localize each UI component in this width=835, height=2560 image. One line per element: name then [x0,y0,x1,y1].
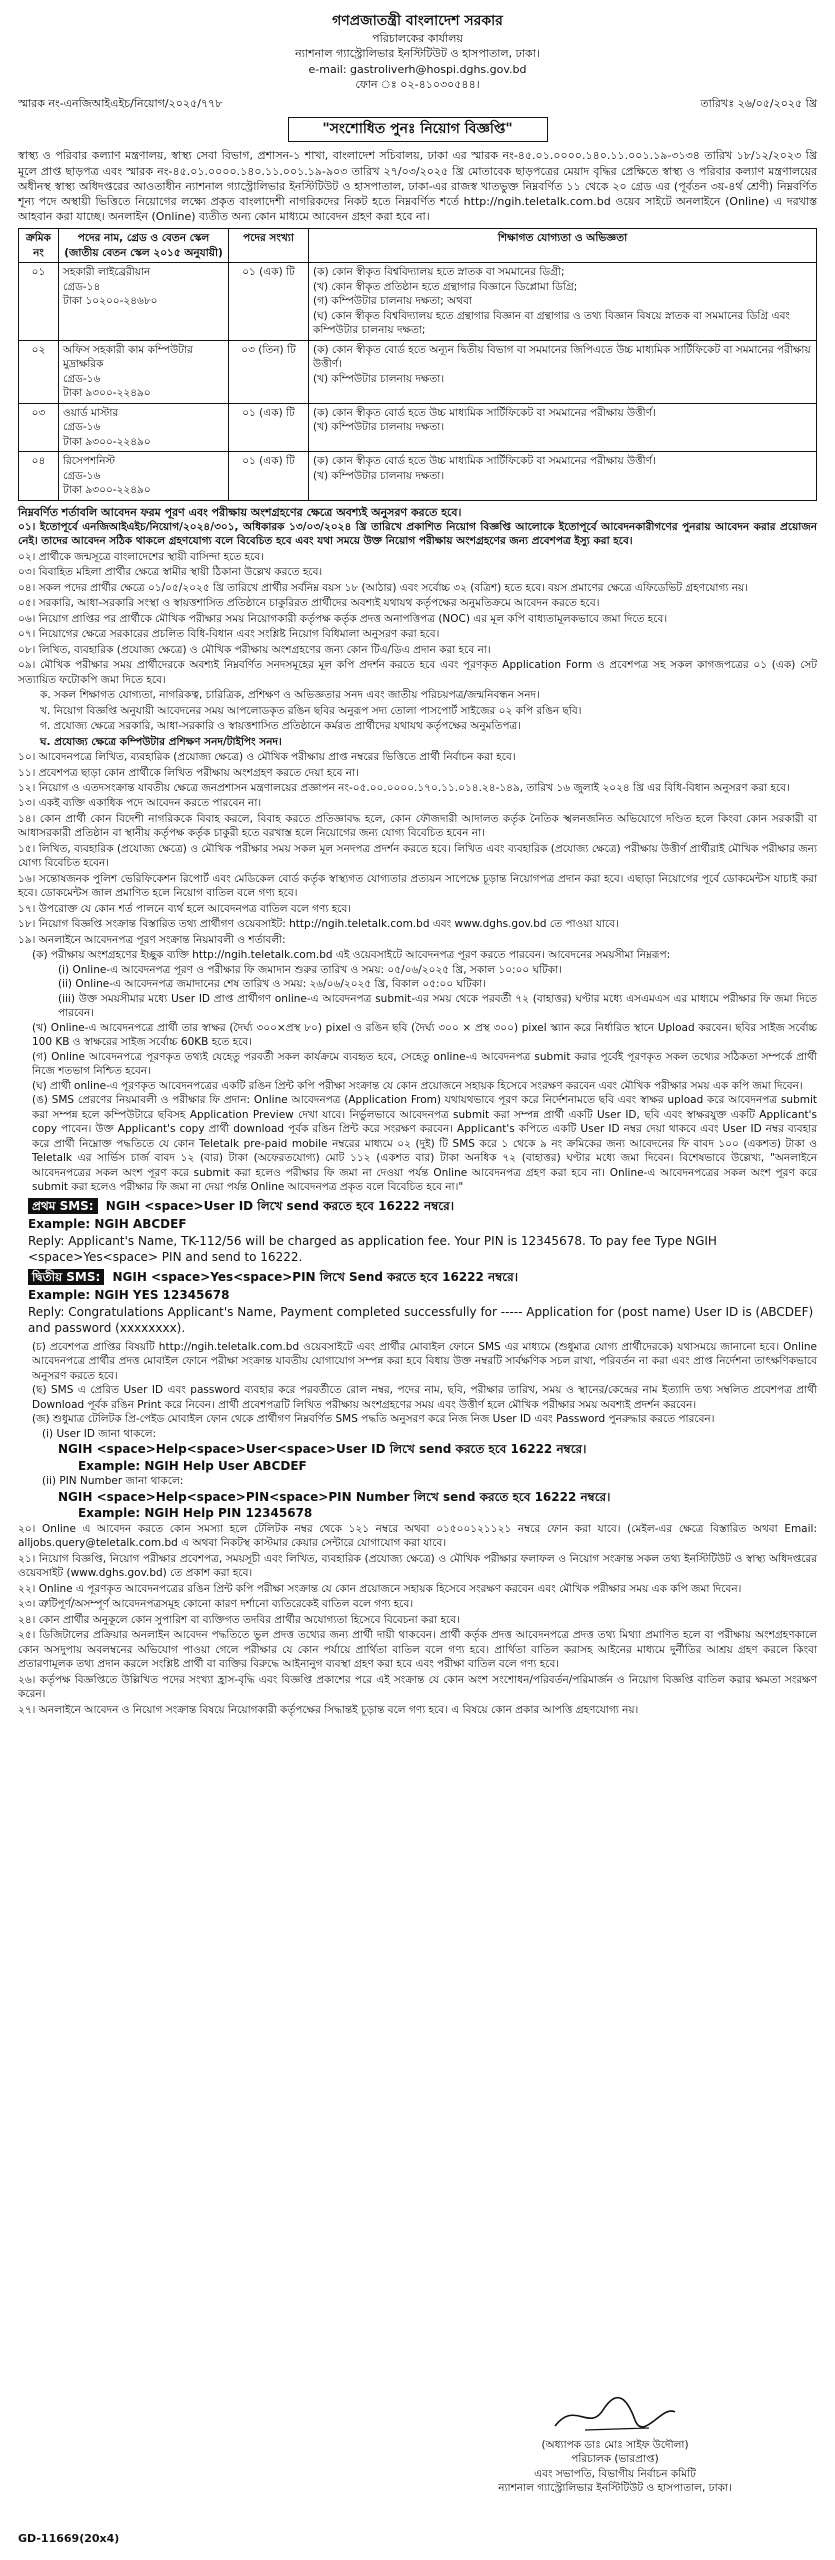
post-pay: টাকা ১০২০০-২৪৬৮০ [63,295,158,308]
second-sms [28,1269,817,1286]
signatory-role-1: পরিচালক (ভারপ্রাপ্ত) [571,2453,659,2466]
institute-name: ন্যাশনাল গ্যাস্ট্রোলিভার ইনস্টিটিউট ও হাসপাতাল, ঢাকা। [295,47,540,61]
condition-item: ক. সকল শিক্ষাগত যোগ্যতা, নাগরিকত্ব, চারিত্রিক, প্রশিক্ষণ ও অভিজ্ঞতার সনদ এবং জাতীয় পরিচয়পত্র/জন্মনিবন্ধন সনদ। [40,689,540,702]
phone-line: ফোন ঃ ০২-৪১০৩০৫৪৪। [355,77,480,91]
final-condition-item: ২৩। ত্রুটিপূর্ণ/অসম্পূর্ণ আবেদনপত্রসমূহ কোনো কারণ দর্শানো ব্যতিরেকেই বাতিল বলে গণ্য হবে। [18,1598,414,1611]
after-j-ii-command: NGIH <space>Help<space>PIN<space>PIN Number লিখে send করতে হবে 16222 নম্বরে। [58,1489,611,1504]
row-post [59,263,229,340]
row-serial: ০৪ [19,452,59,500]
signature-scribble [455,2392,775,2438]
first-sms-example: Example: NGIH ABCDEF [28,1217,187,1232]
online-g: (গ) Online আবেদনপত্রে পূরণকৃত তথ্যই যেহেতু পরবর্তী সকল কার্যক্রমে ব্যবহৃত হবে, সেহেতু online-এ আবেদনপত্র submit করার পূর্বেই পূরণকৃত সকল তথ্যের সঠিকতা সম্পর্কে প্রার্থী নিজে শতভাগ নিশ্চিত হবেন। [32,1050,817,1078]
condition-item: ০২। প্রার্থীকে জন্মসূত্রে বাংলাদেশের স্থায়ী বাসিন্দা হতে হবে। [18,550,264,563]
after-j-i-command: NGIH <space>Help<space>User<space>User ID লিখে send করতে হবে 16222 নম্বরে। [58,1442,587,1457]
qualification-line: (ঘ) কোন স্বীকৃত বিশ্ববিদ্যালয় হতে গ্রন্থাগার বিজ্ঞান বা গ্রন্থাগার ও তথ্য বিজ্ঞান বিষয়ে স্নাতক বা সমমানের ডিগ্রি এবং কম্পিউটার চালনায় দক্ষতা; [313,309,790,337]
post-name: অফিস সহকারী কাম কম্পিউটার মুদ্রাক্ষরিক [63,343,193,371]
final-condition-item: ২৫। ডিজিটালের প্রক্রিয়ার অনলাইন আবেদন পদ্ধতিতে ভুল প্রদত্ত তথ্যের জন্য প্রার্থী দায়ী থাকবেন। প্রার্থী কর্তৃক প্রদত্ত আবেদনপত্রে প্রদত্ত তথ্য মিথ্যা প্রমাণিত হলে বা পরীক্ষায় অংশগ্রহণকালে কোন অসদুপায় অবলম্বনের অভিযোগ পাওয়া গেলে পরীক্ষার যে কোন পর্যায়ে প্রার্থিতা বাতিল বলে গণ্য হবে। প্রার্থিতা বাতিল করাসহ আইনের মাধ্যমে দুর্নীতির আশ্রয় গ্রহণ করলে কিংবা প্রতারণামূলক তথ্য প্রদান করলে সংশ্লিষ্ট প্রার্থী বা ব্যক্তির বিরুদ্ধে আইনানুগ ব্যবস্থা গ্রহণ করা হবে এবং পরীক্ষা বাতিল বলে গণ্য হবে। [18,1629,817,1671]
first-sms-reply: Reply: Applicant's Name, TK-112/56 will be charged as application fee. Your PIN is 12345678. To pay fee Type NGIH <space>Yes<space> PIN and send to 16222. [28,1233,717,1265]
conditions-title: নিম্নবর্ণিত শর্তাবলি আবেদন ফরম পূরণ এবং পরীক্ষায় অংশগ্রহণের ক্ষেত্রে অবশ্যই অনুসরণ করতে হবে। [18,505,462,519]
letterhead [18,12,817,92]
condition-item: ১১। প্রবেশপত্র ছাড়া কোন প্রার্থীকে লিখিত পরীক্ষায় অংশগ্রহণ করতে দেয়া হবে না। [18,766,359,779]
conditions-list [18,520,817,948]
row-count: ০১ (এক) টি [229,403,309,451]
signatory-role-3: ন্যাশনাল গ্যাস্ট্রোলিভার ইনস্টিটিউট ও হাসপাতাল, ঢাকা। [498,2482,732,2495]
condition-item: ১৪। কোন প্রার্থী কোন বিদেশী নাগরিককে বিবাহ করলে, বিবাহ করতে প্রতিজ্ঞাবদ্ধ হলে, কোন ফৌজদারী আদালত কর্তৃক নৈতিক স্খলনজনিত অভিযোগে দণ্ডিত হলে কিংবা কোন সরকারী বা আধাসরকারী প্রতিষ্ঠান বা স্থানীয় কর্তৃপক্ষ কর্তৃক চাকুরী হতে বরখাস্ত হলে নিয়োগের জন্য যোগ্য বিবেচিত হবেন না। [18,812,817,840]
second-sms-label: দ্বিতীয় SMS: [28,1269,104,1286]
post-pay: টাকা ৯৩০০-২২৪৯০ [63,484,151,497]
qualification-line: (ক) কোন স্বীকৃত বোর্ড হতে উচ্চ মাধ্যমিক সার্টিফিকেট বা সমমানের পরীক্ষায় উত্তীর্ণ। [313,455,656,468]
condition-item: ০৩। বিবাহিত মহিলা প্রার্থীর ক্ষেত্রে স্বামীর স্থায়ী ঠিকানা উল্লেখ করতে হবে। [18,566,323,579]
second-sms-reply: Reply: Congratulations Applicant's Name, Payment completed successfully for ----- Application for (post name) User ID is (ABCDEF) and password (xxxxxxxx). [28,1304,814,1336]
row-serial: ০২ [19,340,59,403]
condition-item: ১২। নিয়োগ ও এতদসংক্রান্ত যাবতীয় ক্ষেত্রে জনপ্রশাসন মন্ত্রণালয়ের প্রজ্ঞাপন নং-০৫.০০.০০০০.১৭০.১১.০১৪.২৪-১৪৯, তারিখ ১৬ জুলাই ২০২৪ খ্রি এর বিধি-বিধান অনুসরণ করা হবে। [18,781,790,794]
condition-item: গ. প্রযোজ্য ক্ষেত্রে সরকারি, আধা-সরকারি ও স্বায়ত্তশাসিত প্রতিষ্ঠানে কর্মরত প্রার্থীদের যথাযথ কর্তৃপক্ষের অনুমতিপত্র। [40,720,521,733]
final-condition-item: ২২। Online এ পূরণকৃত আবেদনপত্রের রঙিন প্রিন্ট কপি পরীক্ষা সংক্রান্ত যে কোন প্রয়োজনে সহায়ক হিসেবে সংরক্ষণ করবেন এবং মৌখিক পরীক্ষার সময় এক কপি জমা দিবেন। [18,1582,742,1595]
condition-item: ০১। ইতোপূর্বে এনজিআইএইচ/নিয়োগ/২০২৪/৩০১, অধিকারক ১৩/০৩/২০২৪ খ্রি তারিখে প্রকাশিত নিয়োগ বিজ্ঞপ্তি আলোকে ইতোপূর্বে আবেদনকারীগণের পুনরায় আবেদন করার প্রয়োজন নেই। তাদের আবেদন সঠিক থাকলে গ্রহণযোগ্য বলে বিবেচিত হবে এবং যথা সময়ে উক্ত নিয়োগ পরীক্ষায় অংশগ্রহণের জন্য প্রবেশপত্র ইস্যু করা হবে। [18,520,817,548]
row-count: ০১ (এক) টি [229,263,309,340]
col-qualification: শিক্ষাগত যোগ্যতা ও অভিজ্ঞতা [309,229,817,263]
after-j: (জ) শুধুমাত্র টেলিটক প্রি-পেইড মোবাইল ফোন থেকে প্রার্থীগণ নিম্নবর্ণিত SMS পদ্ধতি অনুসরণ করে নিজ নিজ User ID এবং Password পুনরুদ্ধার করতে পারবেন। [32,1413,715,1426]
table-row [19,452,817,500]
qualification-line: (খ) কোন স্বীকৃত প্রতিষ্ঠান হতে গ্রন্থাগার বিজ্ঞানে ডিপ্লোমা ডিগ্রি; [313,280,578,293]
second-sms-example: Example: NGIH YES 12345678 [28,1288,230,1303]
signatory-role-2: এবং সভাপতি, বিভাগীয় নির্বাচন কমিটি [534,2467,696,2480]
qualification-line: (ক) কোন স্বীকৃত বোর্ড হতে উচ্চ মাধ্যমিক সার্টিফিকেট বা সমমানের পরীক্ষায় উত্তীর্ণ। [313,406,656,419]
notice-title: "সংশোধিত পুনঃ নিয়োগ বিজ্ঞপ্তি" [288,117,548,142]
online-gh: (ঘ) প্রার্থী online-এ পূরণকৃত আবেদনপত্রের একটি রঙিন প্রিন্ট কপি পরীক্ষা সংক্রান্ত যে কোন প্রয়োজনে সহায়ক হিসেবে সংরক্ষণ করবেন এবং মৌখিক পরীক্ষার সময় এক কপি জমা দিবেন। [32,1079,803,1092]
qualification-line: (ক) কোন স্বীকৃত বোর্ড হতে অন্যূন দ্বিতীয় বিভাগ বা সমমানের জিপিএতে উচ্চ মাধ্যমিক সার্টিফিকেট বা সমমানের পরীক্ষায় উত্তীর্ণ। [313,343,811,371]
condition-item: ০৫। সরকারি, আধা-সরকারি সংস্থা ও স্বায়ত্তশাসিত প্রতিষ্ঠানে চাকুরিরত প্রার্থীদের অবশ্যই যথাযথ কর্তৃপক্ষের অনুমতিক্রমে আবেদন করতে হবে। [18,597,600,610]
online-k-iii: (iii) উক্ত সময়সীমার মধ্যে User ID প্রাপ্ত প্রার্থীগণ online-এ আবেদনপত্র submit-এর সময় থেকে পরবর্তী ৭২ (বাহাত্তর) ঘণ্টার মধ্যে এসএমএস এর মাধ্যমে পরীক্ষার ফি জমা দিতে পারবেন। [58,992,817,1020]
first-sms-label: প্রথম SMS: [28,1198,98,1215]
table-row [19,403,817,451]
condition-item: ১৬। সন্তোষজনক পুলিশ ভেরিফিকেশন রিপোর্ট এবং মেডিকেল বোর্ড কর্তৃক স্বাস্থ্যগত যোগ্যতার প্রত্যয়ন সাপেক্ষে চূড়ান্ত নিয়োগপত্র প্রদান করা হবে। এছাড়া নিয়োগের পূর্বে ডোকমেন্টস যাচাই করা হবে। ডোকমেন্টস জাল প্রমাণিত হলে নিয়োগ বাতিল বলে গণ্য হবে। [18,872,817,900]
posts-table [18,228,817,500]
row-serial: ০৩ [19,403,59,451]
qualification-line: (ক) কোন স্বীকৃত বিশ্ববিদ্যালয় হতে স্নাতক বা সমমানের ডিগ্রী; [313,266,565,279]
online-ng: (ঙ) SMS প্রেরণের নিয়মাবলী ও পরীক্ষার ফি প্রদান: Online আবেদনপত্র (Application From) যথাযথভাবে পূরণ করে নির্দেশনামতে ছবি এবং স্বাক্ষর upload করে আবেদনপত্র submit করা সম্পন্ন হলে কম্পিউটারে ছবিসহ Application Preview দেখা যাবে। নির্ভুলভাবে আবেদনপত্র submit করা সম্পন্ন প্রার্থী একটি User ID, ছবি এবং স্বাক্ষরযুক্ত একটি Applicant's copy পাবেন। উক্ত Applicant's copy প্রার্থী download পূর্বক রঙিন প্রিন্ট করে সংরক্ষণ করবেন। Applicant's কপিতে একটি User ID নম্বর দেয়া থাকবে এবং User ID নম্বর ব্যবহার করে প্রার্থী নিম্নোক্ত পদ্ধতিতে যে কোন Teletalk pre-paid mobile নম্বরের মাধ্যমে ০২ (দুই) টি SMS করে ১ থেকে ৯ নং ক্রমিকের জন্য আবেদনের ফি বাবদ ১০০ (একশত) টাকা ও Teletalk এর সার্ভিস চার্জ বাবদ ১২ (বার) টাকা (অফেরতযোগ্য) মোট ১১২ (একশত বার) টাকা অনধিক ৭২ (বাহাত্তর) ঘণ্টার মধ্যে জমা দিবেন। বিশেষভাবে উল্লেখ্য, "অনলাইনে আবেদনপত্রের সকল অংশ পূরণ করে submit করা হলেও পরীক্ষার ফি জমা না দেওয়া পর্যন্ত Online আবেদনপত্র গ্রহণ করা হবে না। Online-এ আবেদনপত্রের সকল অংশ পূরণ করে submit করা হলেও পরীক্ষার ফি জমা না দেয়া পর্যন্ত Online আবেদনপত্র প্রকৃত বলে বিবেচিত হবে না।" [32,1094,817,1194]
signature-block [455,2392,775,2496]
row-count: ০৩ (তিন) টি [229,340,309,403]
post-pay: টাকা ৯৩০০-২২৪৯০ [63,387,151,400]
post-name: রিসেপশনিস্ট [63,455,116,468]
condition-item: খ. নিয়োগ বিজ্ঞপ্তি অনুযায়ী আবেদনের সময় আপলোডকৃত রঙিন ছবির অনুরূপ সদ্য তোলা পাসপোর্ট সাইজের ০২ কপি রঙিন ছবি। [40,704,582,717]
online-k-i: (i) Online-এ আবেদনপত্র পূরণ ও পরীক্ষার ফি জমাদান শুরুর তারিখ ও সময়: ০৫/০৬/২০২৫ খ্রি, সকাল ১০:০০ ঘটিকা। [58,963,562,976]
row-qualification [309,452,817,500]
row-qualification [309,403,817,451]
row-post [59,403,229,451]
first-sms [28,1198,817,1215]
row-serial: ০১ [19,263,59,340]
condition-item: ১৫। লিখিত, ব্যবহারিক (প্রযোজ্য ক্ষেত্রে) ও মৌখিক পরীক্ষার সময় সকল মূল সনদপত্র প্রদর্শন করতে হবে। লিখিত এবং ব্যবহারিক (প্রযোজ্য ক্ষেত্রে) পরীক্ষায় উত্তীর্ণ প্রার্থীরাই মৌখিক পরীক্ষার জন্য যোগ্য বিবেচিত হবেন। [18,842,817,870]
final-condition-item: ২৪। কোন প্রার্থীর অনুকূলে কোন সুপারিশ বা ব্যক্তিগত তদবির প্রার্থীর অযোগ্যতা হিসেবে বিবেচনা করা হবে। [18,1613,460,1626]
col-serial: ক্রমিক নং [19,229,59,263]
qualification-line: (খ) কম্পিউটার চালনায় দক্ষতা। [313,372,445,385]
post-grade: গ্রেড-১৬ [63,469,101,482]
second-sms-command: NGIH <space>Yes<space>PIN লিখে Send করতে হবে 16222 নম্বরে। [112,1269,518,1284]
condition-item: ০৬। নিয়োগ প্রাপ্তির পর প্রার্থীকে মৌখিক পরীক্ষার সময় নিয়োগকারী কর্তৃপক্ষ কর্তৃক প্রদত্ত অনাপত্তিপত্র (NOC) এর মূল কপি বাধ্যতামূলকভাবে জমা দিতে হবে। [18,612,668,625]
after-chh: (ছ) SMS এ প্রেরিত User ID এবং password ব্যবহার করে পরবর্তীতে রোল নম্বর, পদের নাম, ছবি, পরীক্ষার তারিখ, সময় ও স্থানের/কেন্দ্রের নাম ইত্যাদি তথ্য সম্বলিত প্রবেশপত্র প্রার্থী Download পূর্বক রঙিন Print করে নিবেন। প্রার্থী প্রবেশপত্রটি লিখিত পরীক্ষায় অংশগ্রহণের সময় এবং উত্তীর্ণ হলে মৌখিক পরীক্ষার সময় অবশ্যই প্রদর্শন করবেন। [32,1384,817,1411]
row-qualification [309,340,817,403]
col-post: পদের নাম, গ্রেড ও বেতন স্কেল (জাতীয় বেতন স্কেল ২০১৫ অনুযায়ী) [59,229,229,263]
email-line: e-mail: gastroliverh@hospi.dghs.gov.bd [308,62,527,76]
post-name: সহকারী লাইব্রেরীয়ান [63,266,151,279]
table-row [19,340,817,403]
final-condition-item: ২৬। কর্তৃপক্ষ বিজ্ঞপ্তিতে উল্লিখিত পদের সংখ্যা হ্রাস-বৃদ্ধি এবং বিজ্ঞপ্তি প্রকাশের পরে এই সংক্রান্ত যে কোন অংশ সংশোধন/পরিবর্তন/পরিমার্জন ও নিয়োগ বিজ্ঞপ্তি বাতিল করার ক্ষমতা সংরক্ষণ করেন। [18,1673,817,1701]
row-qualification [309,263,817,340]
condition-item: ১০। আবেদনপত্রে লিখিত, ব্যবহারিক (প্রযোজ্য ক্ষেত্রে) ও মৌখিক পরীক্ষায় প্রাপ্ত নম্বরের ভিত্তিতে প্রার্থী নির্বাচন করা হবে। [18,751,516,764]
row-count: ০১ (এক) টি [229,452,309,500]
condition-item: ঘ. প্রযোজ্য ক্ষেত্রে কম্পিউটার প্রশিক্ষণ সনদ/টাইপিং সনদ। [40,735,282,748]
condition-item: ০৪। সকল পদের প্রার্থীর ক্ষেত্রে ০১/০৫/২০২৫ খ্রি তারিখে প্রার্থীর সর্বনিম্ন বয়স ১৮ (আঠার) এবং সর্বোচ্চ ৩২ (বত্রিশ) হতে হবে। বয়স প্রমাণের ক্ষেত্রে এফিডেভিট গ্রহণযোগ্য নয়। [18,581,748,594]
condition-item: ১৩। একই ব্যক্তি একাধিক পদে আবেদন করতে পারবেন না। [18,797,262,810]
memo-date: তারিখঃ ২৬/০৫/২০২৫ খ্রি [700,97,817,110]
condition-item: ০৯। মৌখিক পরীক্ষার সময় প্রার্থীদেরকে অবশ্যই নিম্নবর্ণিত সনদসমূহের মূল কপি প্রদর্শন করতে হবে এবং পূরণকৃত Application Form ও প্রবেশপত্র সহ সকল কাগজপত্রের ০১ (এক) সেট সত্যায়িত ফটোকপি জমা দিতে হবে। [18,659,817,686]
posts-table-body [19,263,817,500]
qualification-line: (গ) কম্পিউটার চালনায় দক্ষতা; অথবা [313,295,472,308]
post-grade: গ্রেড-১৬ [63,421,101,434]
first-sms-command: NGIH <space>User ID লিখে send করতে হবে 16222 নম্বরে। [105,1198,454,1213]
signature-icon [545,2392,685,2438]
table-header-row [19,229,817,263]
final-conditions-list [18,1522,817,1717]
row-post [59,452,229,500]
online-kh: (খ) Online-এ আবেদনপত্রে প্রার্থী তার স্বাক্ষর (দৈর্ঘ্য ৩০০×প্রস্থ ৮০) pixel ও রঙিন ছবি (দৈর্ঘ্য ৩০০ × প্রস্থ ৩০০) pixel স্ক্যান করে নির্ধারিত স্থানে Upload করবেন। ছবির সাইজ সর্বোচ্চ 100 KB ও স্বাক্ষরের সাইজ সর্বোচ্চ 60KB হতে হবে। [32,1021,817,1049]
after-j-ii-example: Example: NGIH Help PIN 12345678 [78,1506,313,1521]
after-j-ii-title: (ii) PIN Number জানা থাকলে: [42,1475,184,1488]
post-pay: টাকা ৯৩০০-২২৪৯০ [63,435,151,448]
final-condition-item: ২০। Online এ আবেদন করতে কোন সমস্যা হলে টেলিটক নম্বর থেকে ১২১ নম্বরে অথবা ০১৫০০১২১১২১ নম্বরে ফোন করা যাবে। (মেইল-এর ক্ষেত্রে বিস্তারিত অথবা Email: alljobs.query@teletalk.com.bd এ অথবা নিকটস্থ কাস্টমার কেয়ার সেন্টারে যোগাযোগ করা যাবে। [18,1522,817,1550]
memo-number: স্মারক নং-এনজিআইএইচ/নিয়োগ/২০২৫/৭৭৮ [18,97,223,110]
condition-item: ১৭। উপরোক্ত যে কোন শর্ত পালনে ব্যর্থ হলে আবেদনপত্র বাতিল বলে গণ্য হবে। [18,902,352,915]
condition-item: ০৮। লিখিত, ব্যবহারিক (প্রযোজ্য ক্ষেত্রে) ও মৌখিক পরীক্ষায় অংশগ্রহণের জন্য কোন টিএ/ডিএ প্রদান করা হবে না। [18,643,491,656]
condition-item: ০৭। নিয়োগের ক্ষেত্রে সরকারের প্রচলিত বিধি-বিধান এবং সংশ্লিষ্ট নিয়োগ বিধিমালা অনুসরণ করা হবে। [18,628,440,641]
condition-item: ১৯। অনলাইনে আবেদনপত্র পূরণ সংক্রান্ত নিয়মাবলী ও শর্তাবলী: [18,933,286,946]
office-name: পরিচালকের কার্যালয় [372,32,463,46]
govt-name: গণপ্রজাতন্ত্রী বাংলাদেশ সরকার [332,13,503,29]
row-post [59,340,229,403]
table-row [19,263,817,340]
condition-item: ১৮। নিয়োগ বিজ্ঞপ্তি সংক্রান্ত বিস্তারিত তথ্য প্রার্থীগণ ওয়েবসাইট: http://ngih.teletalk.com.bd এবং www.dghs.gov.bd তে পাওয়া যাবে। [18,918,619,931]
online-k: (ক) পরীক্ষায় অংশগ্রহণের ইচ্ছুক ব্যক্তি http://ngih.teletalk.com.bd এই ওয়েবসাইটে আবেদনপত্র পূরণ করতে পারবেন। আবেদনের সময়সীমা নিম্নরূপ: [32,949,671,962]
qualification-line: (খ) কম্পিউটার চালনায় দক্ষতা। [313,469,445,482]
final-condition-item: ২১। নিয়োগ বিজ্ঞপ্তি, নিয়োগ পরীক্ষার প্রবেশপত্র, সময়সূচী এবং লিখিত, ব্যবহারিক (প্রযোজ্য ক্ষেত্রে) ও মৌখিক পরীক্ষার ফলাফল ও নিয়োগ সংক্রান্ত সকল তথ্য ইনস্টিটিউট ও স্বাস্থ্য অধিদপ্তরের ওয়েবসাইট (www.dghs.gov.bd) তে প্রকাশ করা হবে। [18,1552,817,1580]
post-grade: গ্রেড-১৬ [63,372,101,385]
signatory-name: (অধ্যাপক ডাঃ মোঃ সাইফ উদৌলা) [541,2439,689,2451]
post-grade: গ্রেড-১৪ [63,280,101,293]
gd-code: GD-11669(20x4) [18,2531,120,2545]
intro-paragraph: স্বাস্থ্য ও পরিবার কল্যাণ মন্ত্রণালয়, স্বাস্থ্য সেবা বিভাগ, প্রশাসন-১ শাখা, বাংলাদেশ সচিবালয়, ঢাকা এর স্মারক নং-৪৫.০১.০০০০.১৪০.১১.০০১.১৯-৩১৩৪ তারিখ ১৮/১২/২০২৩ খ্রি মূলে প্রাপ্ত ছাড়পত্র এবং স্মারক নং-৪৫.০১.০০০০.১৪০.১১.০০১.১৯-৯০৩ তারিখ ২৭/০৩/২০২৫ খ্রি মোতাবেক ছাড়পত্রের মেয়াদ বৃদ্ধির প্রেক্ষিতে স্বাস্থ্য ও পরিবার কল্যাণ মন্ত্রণালয়ের অধীনস্থ স্বাস্থ্য অধিদপ্তরের আওতাধীন ন্যাশনাল গ্যাস্ট্রোলিভার ইনস্টিটিউট ও হাসপাতাল, ঢাকা-এর রাজস্ব খাতভুক্ত নিম্নবর্ণিত ১১ থেকে ২০ গ্রেড এর (পূর্বতন ৩য়-৪র্থ শ্রেণী) নিম্নবর্ণিত শূন্য পদে অস্থায়ী ভিত্তিতে নিয়োগের লক্ষ্যে প্রকৃত বাংলাদেশী নাগরিকদের নিকট হতে নিম্নবর্ণিত শর্তে http://ngih.teletalk.com.bd ওয়েব সাইটে অনলাইনে (Online) এ দরখাস্ত আহবান করা যাচ্ছে। অনলাইন (Online) ব্যতীত অন্য কোন মাধ্যমে আবেদন গ্রহণ করা হবে না। [18,149,817,224]
col-count: পদের সংখ্যা [229,229,309,263]
online-k-ii: (ii) Online-এ আবেদনপত্র জমাদানের শেষ তারিখ ও সময়: ২৬/০৬/২০২৫ খ্রি, বিকাল ০৫:০০ ঘটিকা। [58,978,486,991]
after-j-i-example: Example: NGIH Help User ABCDEF [78,1458,307,1473]
after-ch: (চ) প্রবেশপত্র প্রাপ্তির বিষয়টি http://ngih.teletalk.com.bd ওয়েবসাইটে এবং প্রার্থীর মোবাইল ফোনে SMS এর মাধ্যমে (শুধুমাত্র যোগ্য প্রার্থীদেরকে) যথাসময়ে জানানো হবে। Online আবেদনপত্রে প্রার্থীর প্রদত্ত মোবাইল ফোনে পরীক্ষা সংক্রান্ত যাবতীয় যোগাযোগ সম্পন্ন করা হবে বিধায় উক্ত নম্বরটি সার্বক্ষণিক সচল রাখা, পরিবর্তন না করা এবং প্রাপ্ত নির্দেশনা তাৎক্ষণিকভাবে অনুসরণ করতে হবে। [32,1340,817,1382]
final-condition-item: ২৭। অনলাইনে আবেদন ও নিয়োগ সংক্রান্ত বিষয়ে নিয়োগকারী কর্তৃপক্ষের সিদ্ধান্তই চূড়ান্ত বলে গণ্য হবে। এ বিষয়ে কোন প্রকার আপত্তি গ্রহণযোগ্য নয়। [18,1703,639,1716]
post-name: ওয়ার্ড মাস্টার [63,406,119,419]
after-j-i-title: (i) User ID জানা থাকলে: [42,1427,157,1440]
qualification-line: (খ) কম্পিউটার চালনায় দক্ষতা। [313,421,445,434]
reference-line [18,96,817,111]
